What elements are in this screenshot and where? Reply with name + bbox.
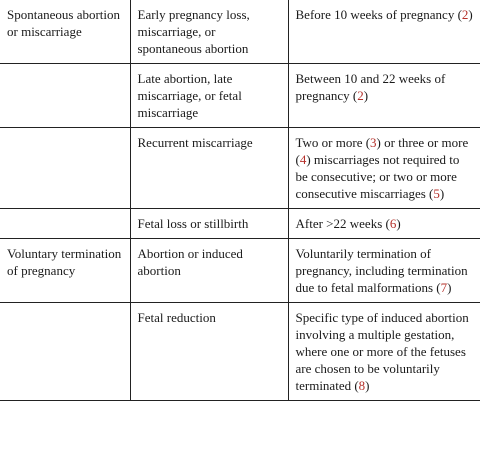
definition-text: Two or more ( xyxy=(295,135,371,150)
category-cell xyxy=(0,64,130,128)
category-cell xyxy=(0,128,130,209)
reference-number: 6 xyxy=(389,216,397,231)
reference-number: 5 xyxy=(433,186,440,201)
reference-number: 2 xyxy=(461,7,469,22)
term-cell: Abortion or induced abortion xyxy=(130,239,288,303)
definition-text: ) xyxy=(363,88,369,103)
table-row xyxy=(0,0,480,64)
definition-cell xyxy=(288,64,480,128)
definition-text: Specific type of induced abortion involving a multiple gestation, where one or more of the fetuses are chosen to be voluntarily terminated ( xyxy=(295,310,469,393)
table-row xyxy=(0,64,480,128)
definition-cell xyxy=(288,239,480,303)
definition-text: ) xyxy=(468,7,473,22)
definition-cell xyxy=(288,209,480,239)
definition-text: ) xyxy=(396,216,401,231)
reference-number: 8 xyxy=(358,378,366,393)
definition-text: ) xyxy=(365,378,370,393)
term-cell: Fetal loss or stillbirth xyxy=(130,209,288,239)
category-cell: Voluntary termination of pregnancy xyxy=(0,239,130,303)
definition-text: ) miscarriages not required to be consecutive; or two or more consecutive miscarriages ( xyxy=(295,152,460,201)
definition-text: ) xyxy=(439,186,445,201)
definition-cell xyxy=(288,128,480,209)
term-cell: Late abortion, late miscarriage, or fetal miscarriage xyxy=(130,64,288,128)
definition-text: ) or three or more ( xyxy=(295,135,469,167)
table-row xyxy=(0,239,480,303)
reference-number: 2 xyxy=(357,88,364,103)
table-row xyxy=(0,209,480,239)
definition-text: ) xyxy=(447,280,452,295)
reference-number: 3 xyxy=(370,135,377,150)
term-cell: Fetal reduction xyxy=(130,303,288,401)
term-cell: Recurrent miscarriage xyxy=(130,128,288,209)
definition-text: Between 10 and 22 weeks of pregnancy ( xyxy=(295,71,446,103)
definition-text: After >22 weeks ( xyxy=(295,216,390,231)
reference-number: 4 xyxy=(299,152,307,167)
reference-number: 7 xyxy=(440,280,448,295)
table-row xyxy=(0,303,480,401)
definition-text: Before 10 weeks of pregnancy ( xyxy=(295,7,462,22)
term-cell: Early pregnancy loss, miscarriage, or spontaneous abortion xyxy=(130,0,288,64)
table-row xyxy=(0,128,480,209)
category-cell xyxy=(0,209,130,239)
definition-cell xyxy=(288,303,480,401)
definition-cell xyxy=(288,0,480,64)
category-cell xyxy=(0,303,130,401)
definition-text: Voluntarily termination of pregnancy, including termination due to fetal malformations ( xyxy=(295,246,468,295)
category-cell: Spontaneous abortion or miscarriage xyxy=(0,0,130,64)
